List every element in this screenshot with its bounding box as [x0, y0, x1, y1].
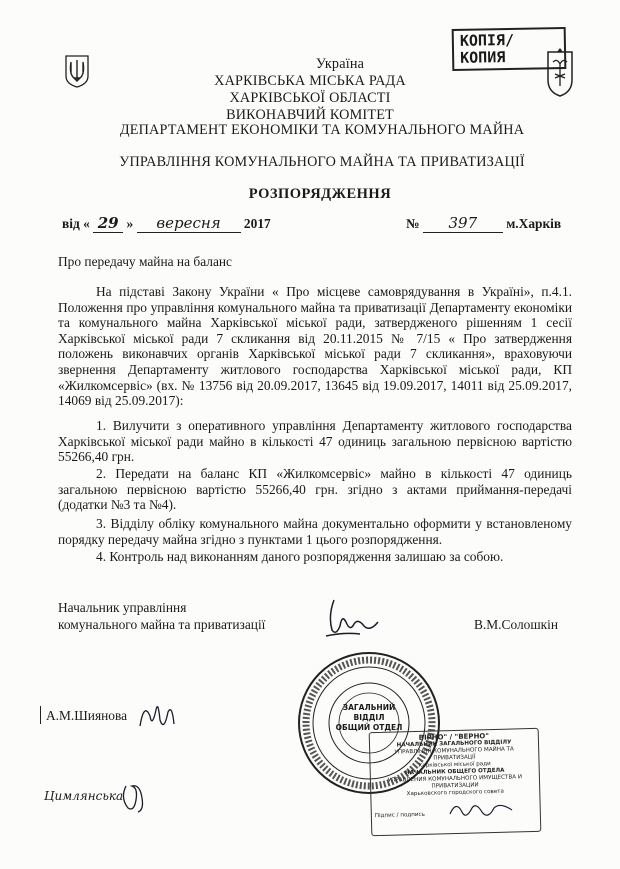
cert-line8: Підпис / подпись — [374, 811, 425, 820]
signer-name: В.М.Солошкін — [474, 617, 559, 632]
header-office: УПРАВЛІННЯ КОМУНАЛЬНОГО МАЙНА ТА ПРИВАТИЗАЦІЇ — [119, 154, 525, 170]
executor-mark — [40, 706, 41, 724]
date-year: 2017 — [243, 216, 271, 231]
executor-signature-icon — [134, 696, 178, 736]
cert-line6: УПРАВЛЕНИЯ КОМУНАЛЬНОГО ИМУЩЕСТВА И ПРИВАТИЗАЦИИ — [387, 774, 523, 790]
doc-number: 397 — [423, 214, 503, 233]
header-council: ХАРКІВСЬКА МІСЬКА РАДА — [214, 73, 406, 89]
round-seal-line1: ЗАГАЛЬНИЙ — [342, 703, 396, 712]
date-prefix: від « — [62, 216, 90, 231]
body-item-2: 2. Передати на баланс КП «Жилкомсервіс» майно в кількості 47 одиниць загальною первісною вартістю 55266,40 грн. згідно з актами приймання-передачі (додатки №3 та №4). — [58, 466, 572, 513]
cert-line7: Харьковского городского совета — [406, 788, 505, 798]
approver-name: Цимлянська — [44, 789, 124, 803]
cert-line3: УПРАВЛІННЯ КОМУНАЛЬНОГО МАЙНА ТА ПРИВАТИЗАЦІЇ — [394, 746, 514, 762]
header-committee: ВИКОНАВЧИЙ КОМІТЕТ — [226, 107, 394, 123]
round-seal-line2: ВІДДІЛ — [353, 713, 385, 722]
date-line — [62, 214, 572, 236]
number-label: № — [406, 216, 420, 231]
cert-line4: Харківської міської ради — [418, 761, 491, 769]
executor-name: А.М.Шиянова — [46, 708, 128, 723]
body-item-4: 4. Контроль над виконанням даного розпорядження залишаю за собою. — [96, 549, 504, 564]
date-mid: » — [126, 216, 134, 231]
body-item-3: 3. Відділу обліку комунального майна документально оформити у встановленому порядку передачу майна згідно з пунктами 1 цього розпорядження. — [58, 516, 572, 547]
head-signature-icon — [320, 596, 384, 644]
round-seal-center — [329, 703, 409, 733]
round-seal-line3: ОБЩИЙ ОТДЕЛ — [335, 723, 403, 732]
date-month: вересня — [137, 214, 241, 233]
subject: Про передачу майна на баланс — [58, 254, 232, 269]
cert-signature-icon — [446, 796, 516, 822]
cert-line1: ВІРНО" / "ВЕРНО" — [418, 732, 490, 742]
cert-line5: НАЧАЛЬНИК ОБЩЕГО ОТДЕЛА — [404, 767, 505, 777]
body-intro: На підставі Закону України « Про місцеве самоврядування в Україні», п.4.1. Положення про управління комунального майна та приватизації Департаменту економіки та комунального майна Харківської міської ради, затвердженого рішенням 1 сесії Харківської міської ради 7 скликання від 20.11.2015 № 7/15 « Про затвердження положень виконавчих органів Харківської міської ради 7 скликання», враховуючи звернення Департаменту житлового господарства Харківської міської ради, КП «Жилкомсервіс» (вх. № 13756 від 20.09.2017, 13645 від 19.09.2017, 14011 від 25.09.2017, 14069 від 25.09.2017): — [58, 284, 572, 409]
header-region: ХАРКІВСЬКОЇ ОБЛАСТІ — [229, 90, 391, 106]
body-item-1: 1. Вилучити з оперативного управління Департаменту житлового господарства Харківської міської ради майно в кількості 47 одиниць загальною первісною вартістю 55266,40 грн. — [58, 418, 572, 465]
signer-position-line2: комунального майна та приватизації — [58, 617, 266, 632]
date-day: 29 — [93, 214, 123, 233]
copy-stamp-line2: КОПИЯ — [459, 48, 506, 67]
copy-stamp-line1: КОПІЯ/ — [459, 30, 515, 50]
header-department: ДЕПАРТАМЕНТ ЕКОНОМІКИ ТА КОМУНАЛЬНОГО МАЙНА — [119, 122, 525, 138]
cert-line2: НАЧАЛЬНИК ЗАГАЛЬНОГО ВІДДІЛУ — [396, 739, 512, 749]
city: м.Харків — [506, 216, 562, 231]
signer-position-line1: Начальник управління — [58, 600, 187, 615]
header-country: Україна — [315, 56, 365, 72]
doc-title: РОЗПОРЯДЖЕННЯ — [248, 186, 392, 202]
approver-signature-icon — [118, 780, 148, 814]
